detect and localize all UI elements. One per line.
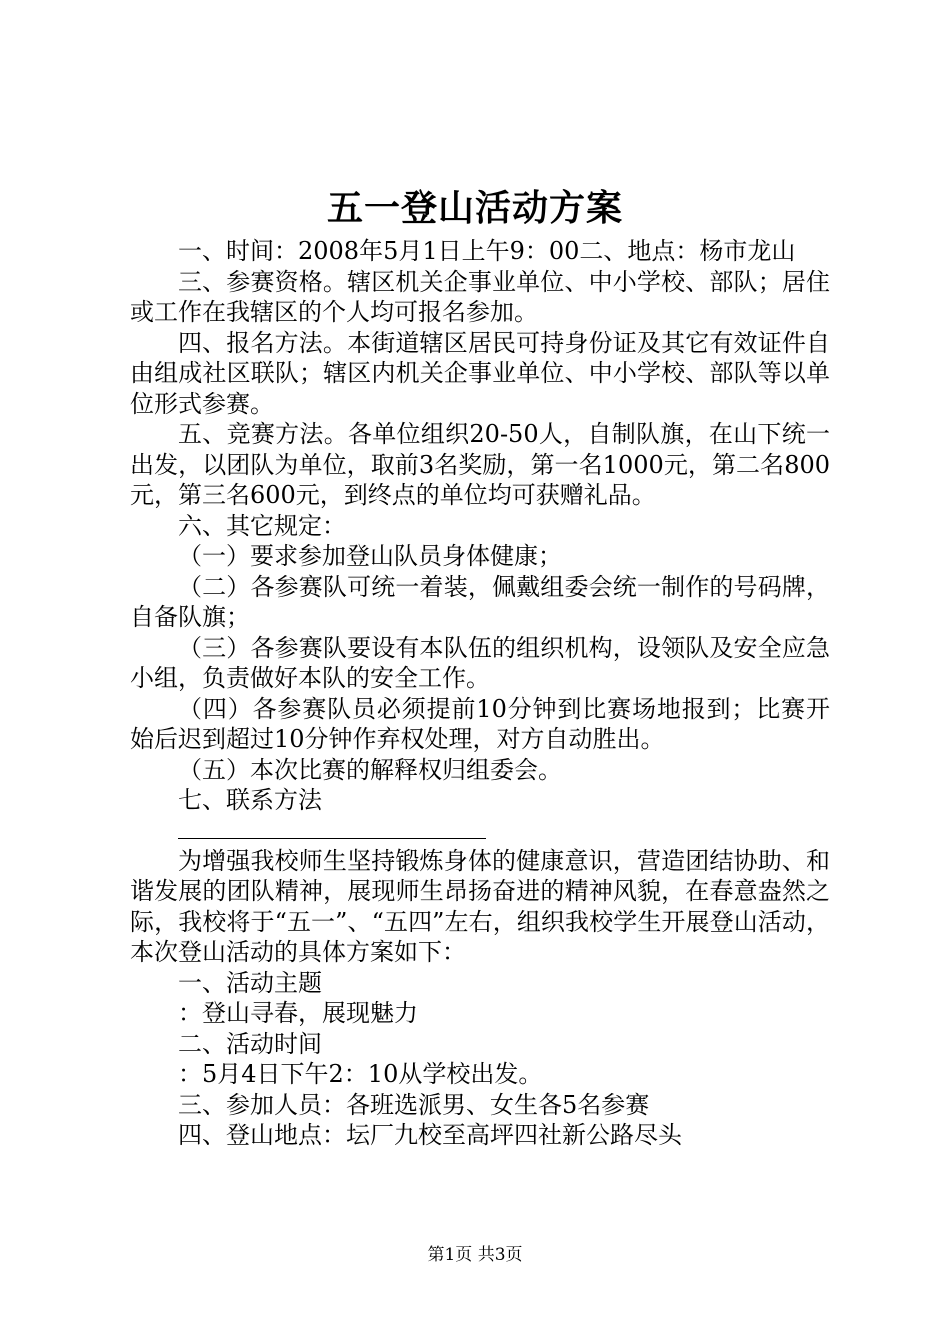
paragraph-theme: ：登山寻春，展现魅力 (178, 999, 418, 1027)
paragraph-registration: 四、报名方法。本街道辖区居民可持身份证及其它有效证件自由组成社区联队；辖区内机关企事业单位、中小学校、部队等以单位形式参赛。 (130, 328, 830, 418)
paragraph-rule-5: （五）本次比赛的解释权归组委会。 (178, 755, 562, 784)
paragraph-intro: 为增强我校师生坚持锻炼身体的健康意识，营造团结协助、和谐发展的团队精神，展现师生昂扬奋进的精神风貌，在春意盎然之际，我校将于“五一”、“五四”左右，组织我校学生开展登山活动，本次登山活动的具体方案如下： (130, 846, 830, 966)
paragraph-location: 四、登山地点：坛厂九校至高坪四社新公路尽头 (178, 1121, 682, 1149)
paragraph-activity-time-heading: 二、活动时间 (178, 1029, 322, 1058)
document-body (130, 236, 830, 1151)
paragraph-participants: 三、参加人员：各班选派男、女生各5名参赛 (178, 1090, 650, 1119)
paragraph-other-rules-heading: 六、其它规定： (178, 511, 346, 540)
section-divider (130, 816, 830, 846)
paragraph-rule-3: （三）各参赛队要设有本队伍的组织机构，设领队及安全应急小组，负责做好本队的安全工作。 (130, 633, 830, 692)
paragraph-contact: 七、联系方法 (178, 786, 322, 814)
paragraph-competition: 五、竞赛方法。各单位组织20-50人，自制队旗，在山下统一出发，以团队为单位，取前3名奖励，第一名1000元，第二名800元，第三名600元，到终点的单位均可获赠礼品。 (130, 420, 830, 509)
paragraph-rule-1: （一）要求参加登山队员身体健康； (178, 542, 562, 570)
paragraph-eligibility: 三、参赛资格。辖区机关企事业单位、中小学校、部队；居住或工作在我辖区的个人均可报名参加。 (130, 267, 830, 326)
paragraph-activity-time: ：5月4日下午2：10从学校出发。 (178, 1060, 543, 1088)
page-title: 五一登山活动方案 (326, 187, 623, 229)
paragraph-rule-4: （四）各参赛队员必须提前10分钟到比赛场地报到；比赛开始后迟到超过10分钟作弃权处理，对方自动胜出。 (130, 694, 830, 753)
paragraph-rule-2: （二）各参赛队可统一着装，佩戴组委会统一制作的号码牌，自备队旗； (130, 572, 830, 631)
page-footer: 第1页 共3页 (427, 1245, 523, 1265)
divider-line (178, 838, 486, 839)
paragraph-theme-heading: 一、活动主题 (178, 968, 322, 997)
paragraph-time-location: 一、时间：2008年5月1日上午9：00二、地点：杨市龙山 (178, 237, 796, 265)
